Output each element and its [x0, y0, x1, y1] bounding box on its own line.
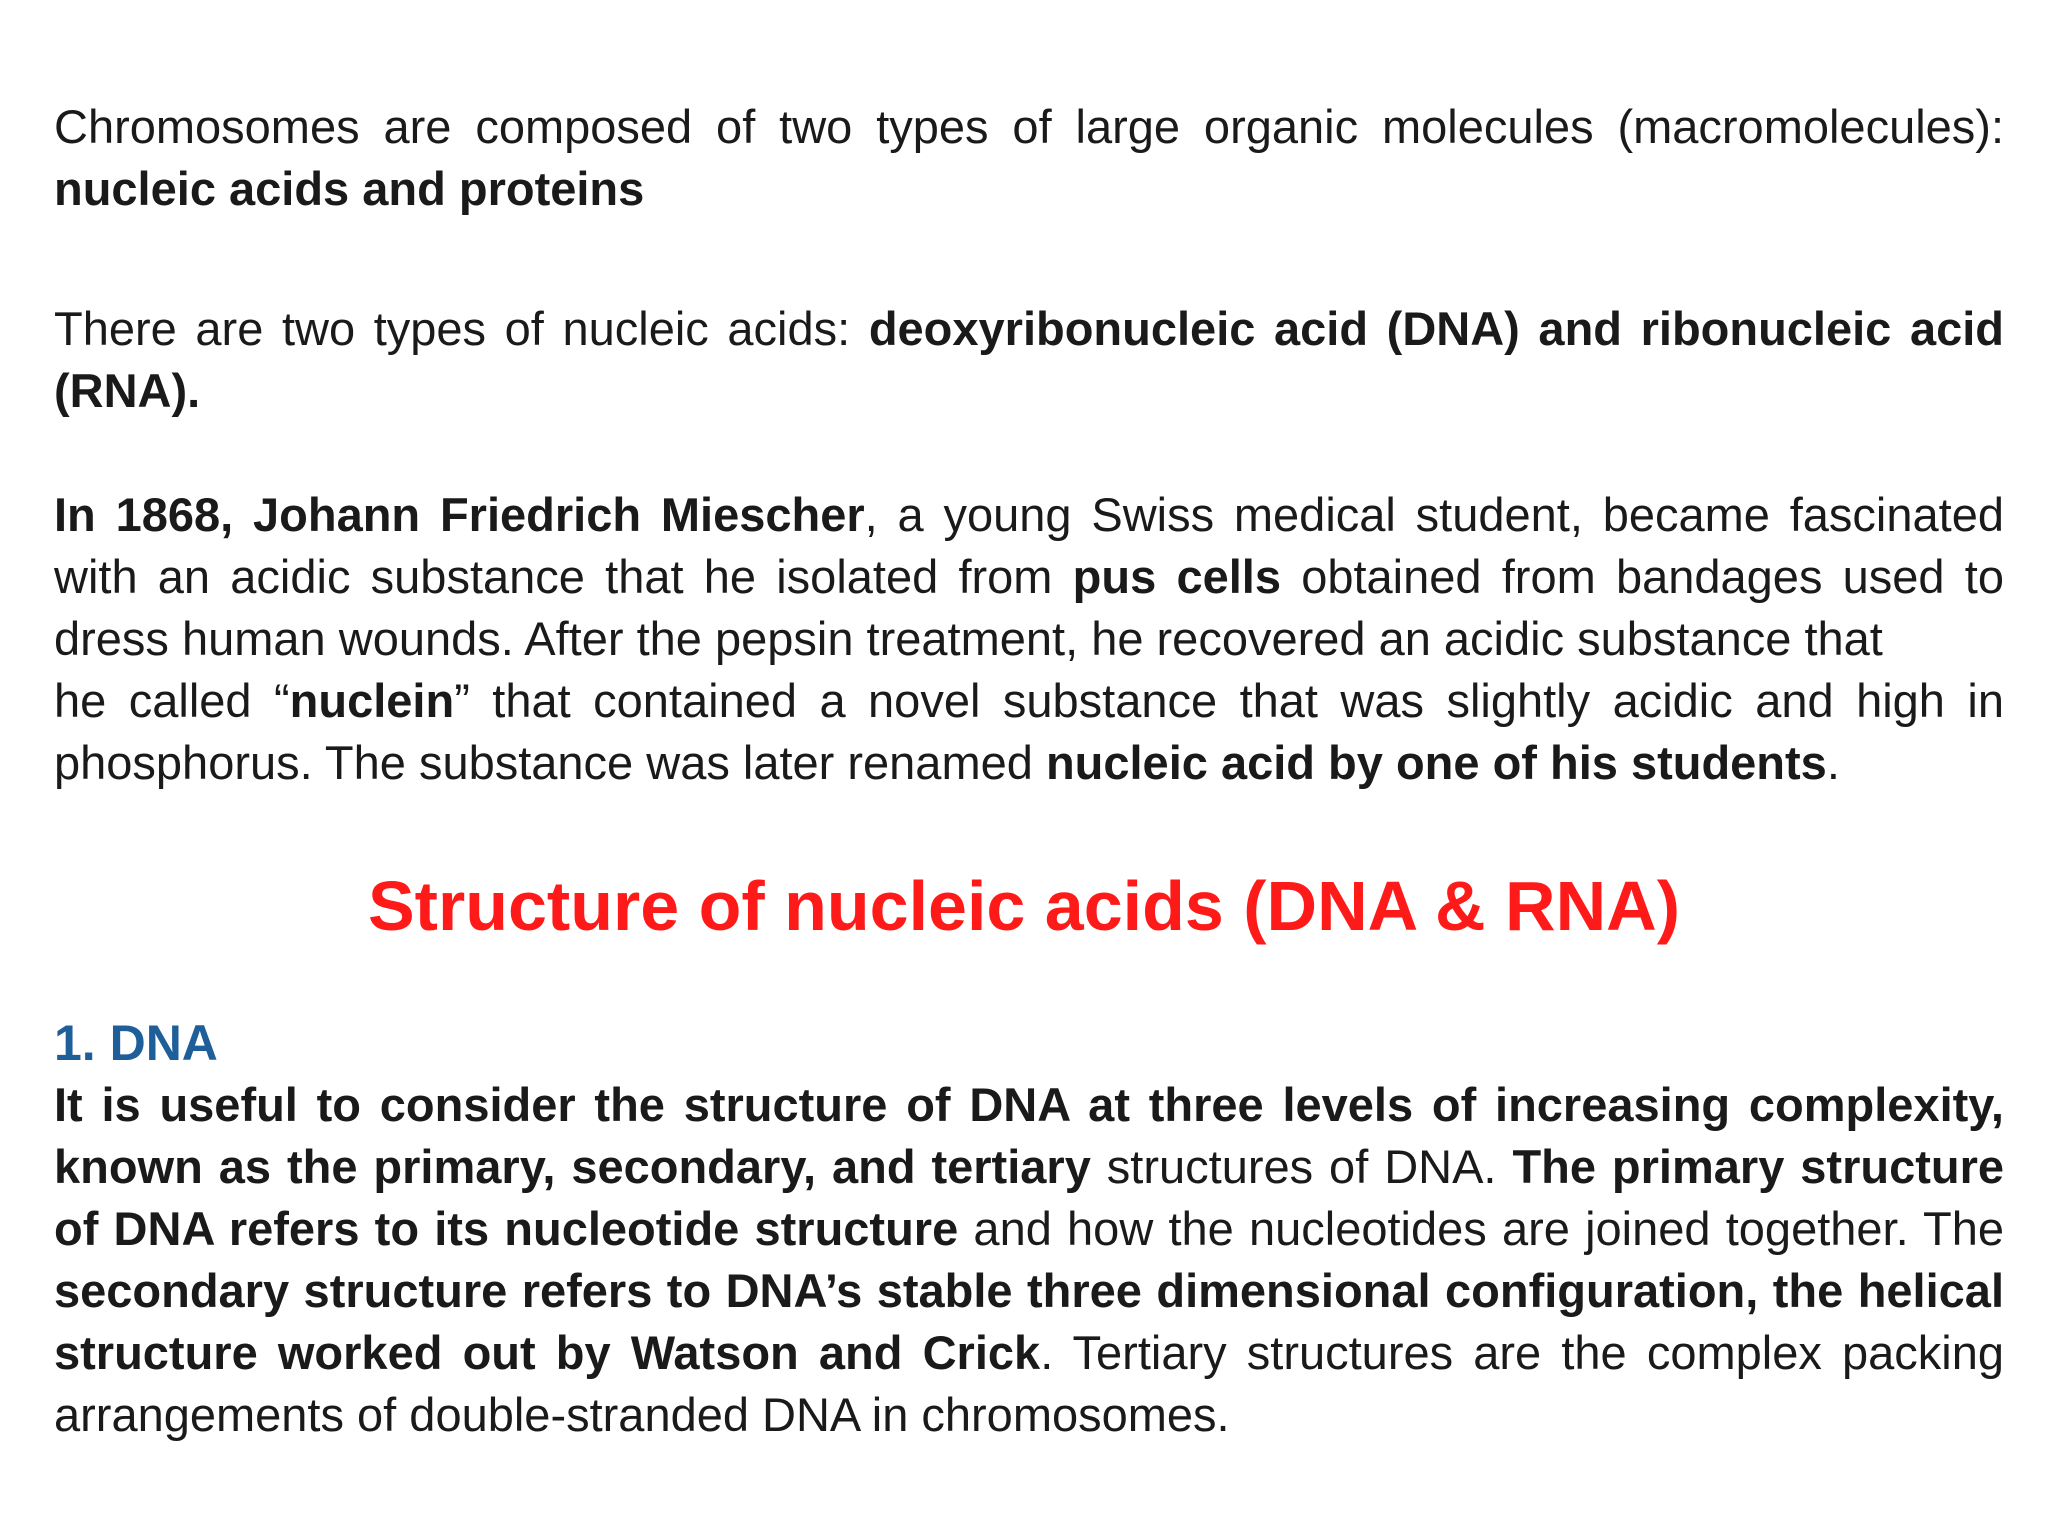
dna-text-3: . Tertiary structures are the complex packing arrangements of double-stranded DNA in chromosomes. — [54, 1326, 2004, 1441]
paragraph-nuclein — [54, 670, 2004, 794]
miescher-bold-name: In 1868, Johann Friedrich Miescher — [54, 488, 865, 541]
paragraph-nucleic-acid-types-text: There are two types of nucleic acids: — [54, 302, 869, 355]
paragraph-dna-structure — [54, 1074, 2004, 1446]
paragraph-nucleic-acid-types — [54, 298, 2004, 422]
dna-bold-primary: The primary structure of DNA refers to its nucleotide structure — [54, 1140, 2005, 1255]
nuclein-bold-term: nuclein — [289, 674, 455, 727]
dna-text-1: structures of DNA. — [1090, 1140, 1513, 1193]
miescher-text-1: , a young Swiss medical student, became fascinated with an acidic substance that he isolated from — [54, 488, 2004, 603]
paragraph-nucleic-acid-types-bold: deoxyribonucleic acid (DNA) and ribonucleic acid (RNA). — [54, 302, 2004, 417]
nuclein-text-2: ” that contained a novel substance that was slightly acidic and high in phosphorus. The substance was later renamed — [54, 674, 2004, 789]
dna-bold-secondary: secondary structure refers to DNA’s stable three dimensional configuration, the helical structure worked out by Watson and Crick — [54, 1264, 2004, 1379]
miescher-text-2: obtained from bandages used to dress human wounds. After the pepsin treatment, he recovered an acidic substance that — [54, 550, 2004, 665]
paragraph-chromosomes-bold: nucleic acids and proteins — [54, 162, 645, 215]
nuclein-bold-renamed: nucleic acid by one of his students — [1045, 736, 1827, 789]
paragraph-miescher — [54, 484, 2004, 670]
subheading-dna: 1. DNA — [54, 1015, 218, 1071]
section-title: Structure of nucleic acids (DNA & RNA) — [367, 867, 1681, 945]
nuclein-text-1: he called “ — [54, 674, 290, 727]
nuclein-text-3: . — [1826, 736, 1840, 789]
dna-bold-levels: It is useful to consider the structure of DNA at three levels of increasing complexity, known as the primary, secondary, and tertiary — [54, 1078, 2004, 1193]
miescher-bold-pus-cells: pus cells — [1072, 550, 1281, 603]
dna-text-2: and how the nucleotides are joined together. The — [958, 1202, 2004, 1255]
paragraph-chromosomes-text: Chromosomes are composed of two types of large organic molecules (macromolecules): — [54, 100, 2004, 153]
paragraph-chromosomes — [54, 96, 2004, 220]
